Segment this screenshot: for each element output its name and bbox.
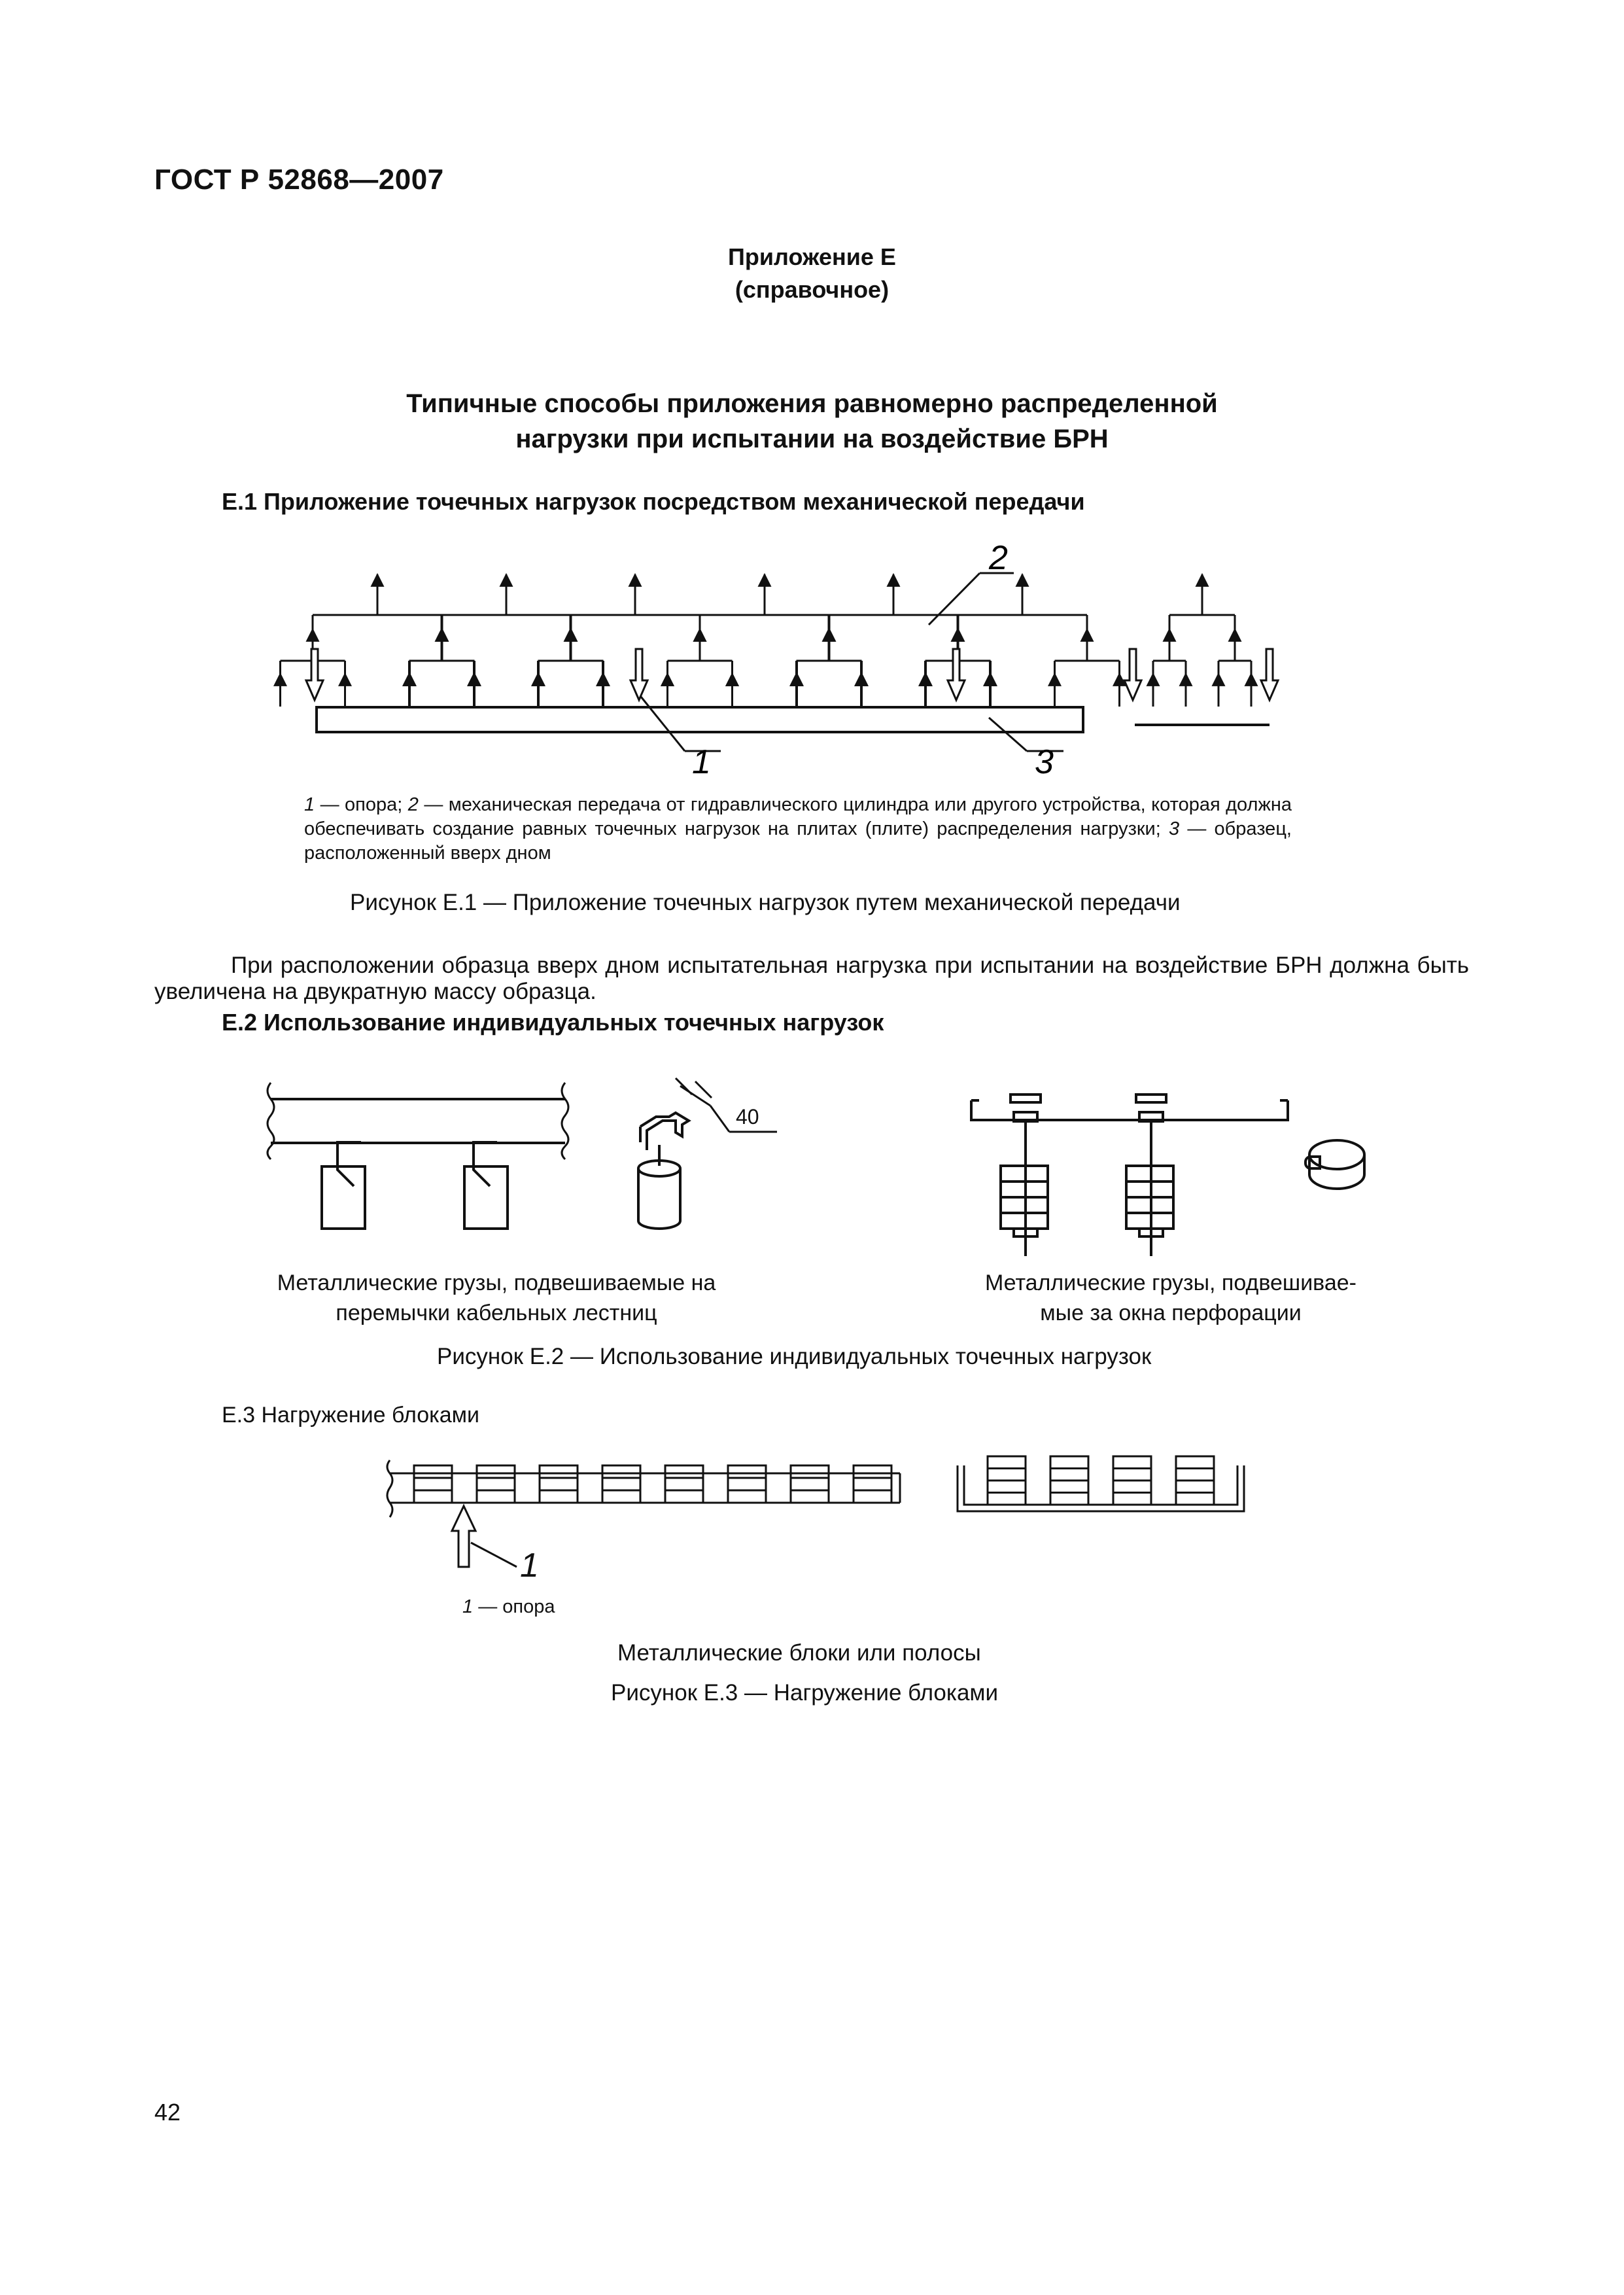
- label-specimen: 3: [1035, 743, 1054, 781]
- legend-text-3: — образец, расположенный вверх дном: [304, 818, 1292, 864]
- section-e1-heading: Е.1 Приложение точечных нагрузок посредством механической передачи: [222, 488, 1085, 515]
- support-arrow-e3: [452, 1506, 475, 1567]
- section-e2-heading: Е.2 Использование индивидуальных точечных нагрузок: [222, 1009, 884, 1036]
- figure-e3-legend-text: — опора: [473, 1596, 555, 1617]
- block-stack-1: [414, 1465, 452, 1503]
- appendix-title: Приложение Е: [728, 243, 896, 270]
- block-stack-7: [791, 1465, 829, 1503]
- figure-e3-caption: Рисунок Е.3 — Нагружение блоками: [611, 1680, 999, 1706]
- figure-e2-caption: Рисунок Е.2 — Использование индивидуальных точечных нагрузок: [437, 1344, 1152, 1369]
- legend-num-1: 1: [304, 794, 315, 815]
- label-transmission: 2: [989, 539, 1008, 577]
- block-stack-8: [854, 1465, 891, 1503]
- block-stack-3: [540, 1465, 578, 1503]
- main-title-line2: нагрузки при испытании на воздействие БРН: [515, 425, 1109, 453]
- channel-block-stacks: [988, 1456, 1214, 1505]
- label-support: 1: [692, 743, 711, 781]
- section-e3-heading: Е.3 Нагружение блоками: [222, 1403, 480, 1428]
- page-number: 42: [154, 2099, 181, 2126]
- block-stacks: [414, 1465, 891, 1503]
- figure-e2-right-caption-line1: Металлические грузы, подвешивае-: [984, 1270, 1357, 1295]
- block-stack-4: [602, 1465, 640, 1503]
- figure-e3-subcaption: Металлические блоки или полосы: [617, 1640, 981, 1666]
- legend-text-1: — опора;: [315, 794, 408, 815]
- appendix-subtitle: (справочное): [734, 276, 890, 303]
- figure-e2-right-caption-line2: мые за окна перфорации: [1040, 1301, 1302, 1325]
- figure-e1-caption: Рисунок Е.1 — Приложение точечных нагрузок путем механической передачи: [350, 890, 1181, 915]
- block-stack-2: [477, 1465, 515, 1503]
- channel-block-stack-2: [1050, 1456, 1088, 1505]
- legend-text-2: — механическая передача от гидравлического цилиндра или другого устройства, которая должна обеспечивать создание равных точечных нагрузок на плитах (плите) распределения нагрузки;: [304, 794, 1292, 839]
- channel-block-stack-1: [988, 1456, 1026, 1505]
- block-stack-6: [728, 1465, 766, 1503]
- leader-e3: [471, 1543, 517, 1567]
- figure-e3-legend: [462, 1596, 555, 1618]
- channel-block-stack-3: [1113, 1456, 1151, 1505]
- block-stack-5: [665, 1465, 703, 1503]
- legend-num-2: 2: [407, 794, 419, 815]
- body-paragraph: При расположении образца вверх дном испытательная нагрузка при испытании на воздействие БРН должна быть увеличена на двукратную массу образца.: [154, 953, 1469, 1004]
- figure-e2-left-caption-line1: Металлические грузы, подвешиваемые на: [277, 1270, 716, 1295]
- legend-num-3: 3: [1169, 818, 1180, 839]
- figure-e2-left-caption-line2: перемычки кабельных лестниц: [336, 1301, 657, 1325]
- figure-e3-legend-num: 1: [462, 1596, 474, 1617]
- standard-code: ГОСТ Р 52868—2007: [154, 164, 444, 196]
- main-title-line1: Типичные способы приложения равномерно распределенной: [406, 389, 1218, 418]
- label-e3-support: 1: [520, 1547, 539, 1585]
- dimension-40-label: 40: [736, 1105, 759, 1129]
- channel-block-stack-4: [1176, 1456, 1214, 1505]
